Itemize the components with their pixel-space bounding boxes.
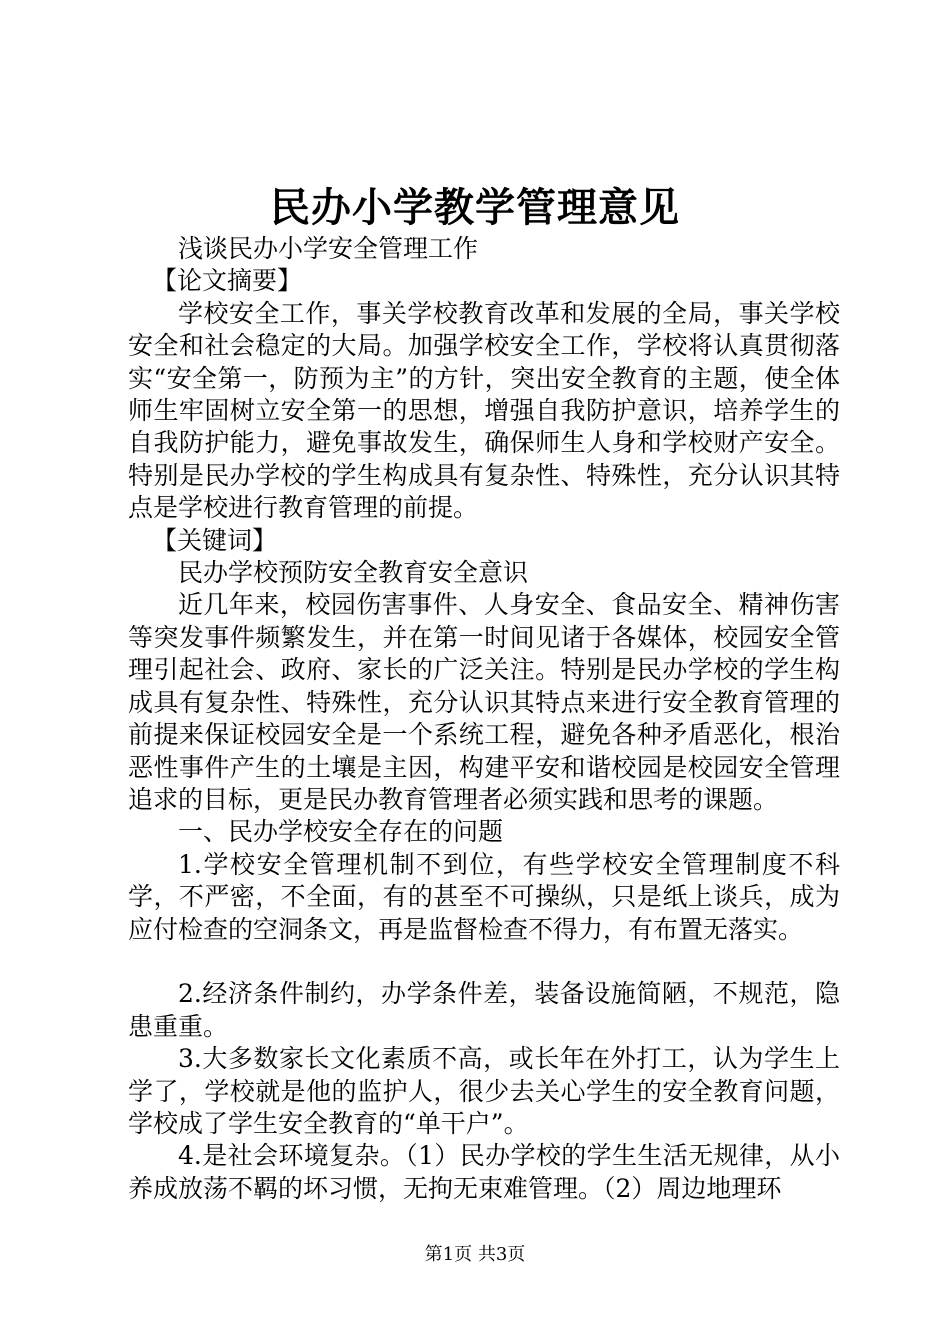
section-heading: 一、民办学校安全存在的问题 — [178, 817, 504, 847]
keywords-paragraph: 民办学校预防安全教育安全意识 — [178, 558, 529, 588]
abstract-paragraph: 学校安全工作，事关学校教育改革和发展的全局，事关学校安全和社会稳定的大局。加强学校安全工作，学校将认真贯彻落实“安全第一，防预为主”的方针，突出安全教育的主题，使全体师生牢固树立安全第一的思想，增强自我防护意识，培养学生的自我防护能力，避免事故发生，确保师生人身和学校财产安全。特别是民办学校的学生构成具有复杂性、特殊性，充分认识其特点是学校进行教育管理的前提。 — [128, 298, 840, 523]
subtitle-paragraph: 浅谈民办小学安全管理工作 — [178, 234, 479, 263]
problem-item-2: 2.经济条件制约，办学条件差，装备设施简陋，不规范，隐患重重。 — [128, 979, 840, 1041]
document-title: 民办小学教学管理意见 — [270, 185, 680, 231]
intro-paragraph: 近几年来，校园伤害事件、人身安全、食品安全、精神伤害等突发事件频繁发生，并在第一时间见诸于各媒体，校园安全管理引起社会、政府、家长的广泛关注。特别是民办学校的学生构成具有复杂性、特殊性，充分认识其特点来进行安全教育管理的前提来保证校园安全是一个系统工程，避免各种矛盾恶化，根治恶性事件产生的土壤是主因，构建平安和谐校园是校园安全管理追求的目标，更是民办教育管理者必须实践和思考的课题。 — [128, 590, 840, 814]
keywords-heading: 【关键词】 — [152, 525, 278, 555]
abstract-heading: 【论文摘要】 — [152, 266, 303, 296]
problem-item-4: 4.是社会环境复杂。（1）民办学校的学生生活无规律，从小养成放荡不羁的坏习惯，无拘无束难管理。（2）周边地理环 — [128, 1141, 840, 1203]
problem-item-3: 3.大多数家长文化素质不高，或长年在外打工，认为学生上学了，学校就是他的监护人，很少去关心学生的安全教育问题，学校成了学生安全教育的“单干户”。 — [128, 1044, 840, 1138]
document-body — [128, 233, 840, 1205]
page-number-footer: 第1页 共3页 — [424, 1244, 526, 1265]
problem-item-1: 1.学校安全管理机制不到位，有些学校安全管理制度不科学，不严密，不全面，有的甚至不可操纵，只是纸上谈兵，成为应付检查的空洞条文，再是监督检查不得力，有布置无落实。 — [128, 849, 840, 944]
